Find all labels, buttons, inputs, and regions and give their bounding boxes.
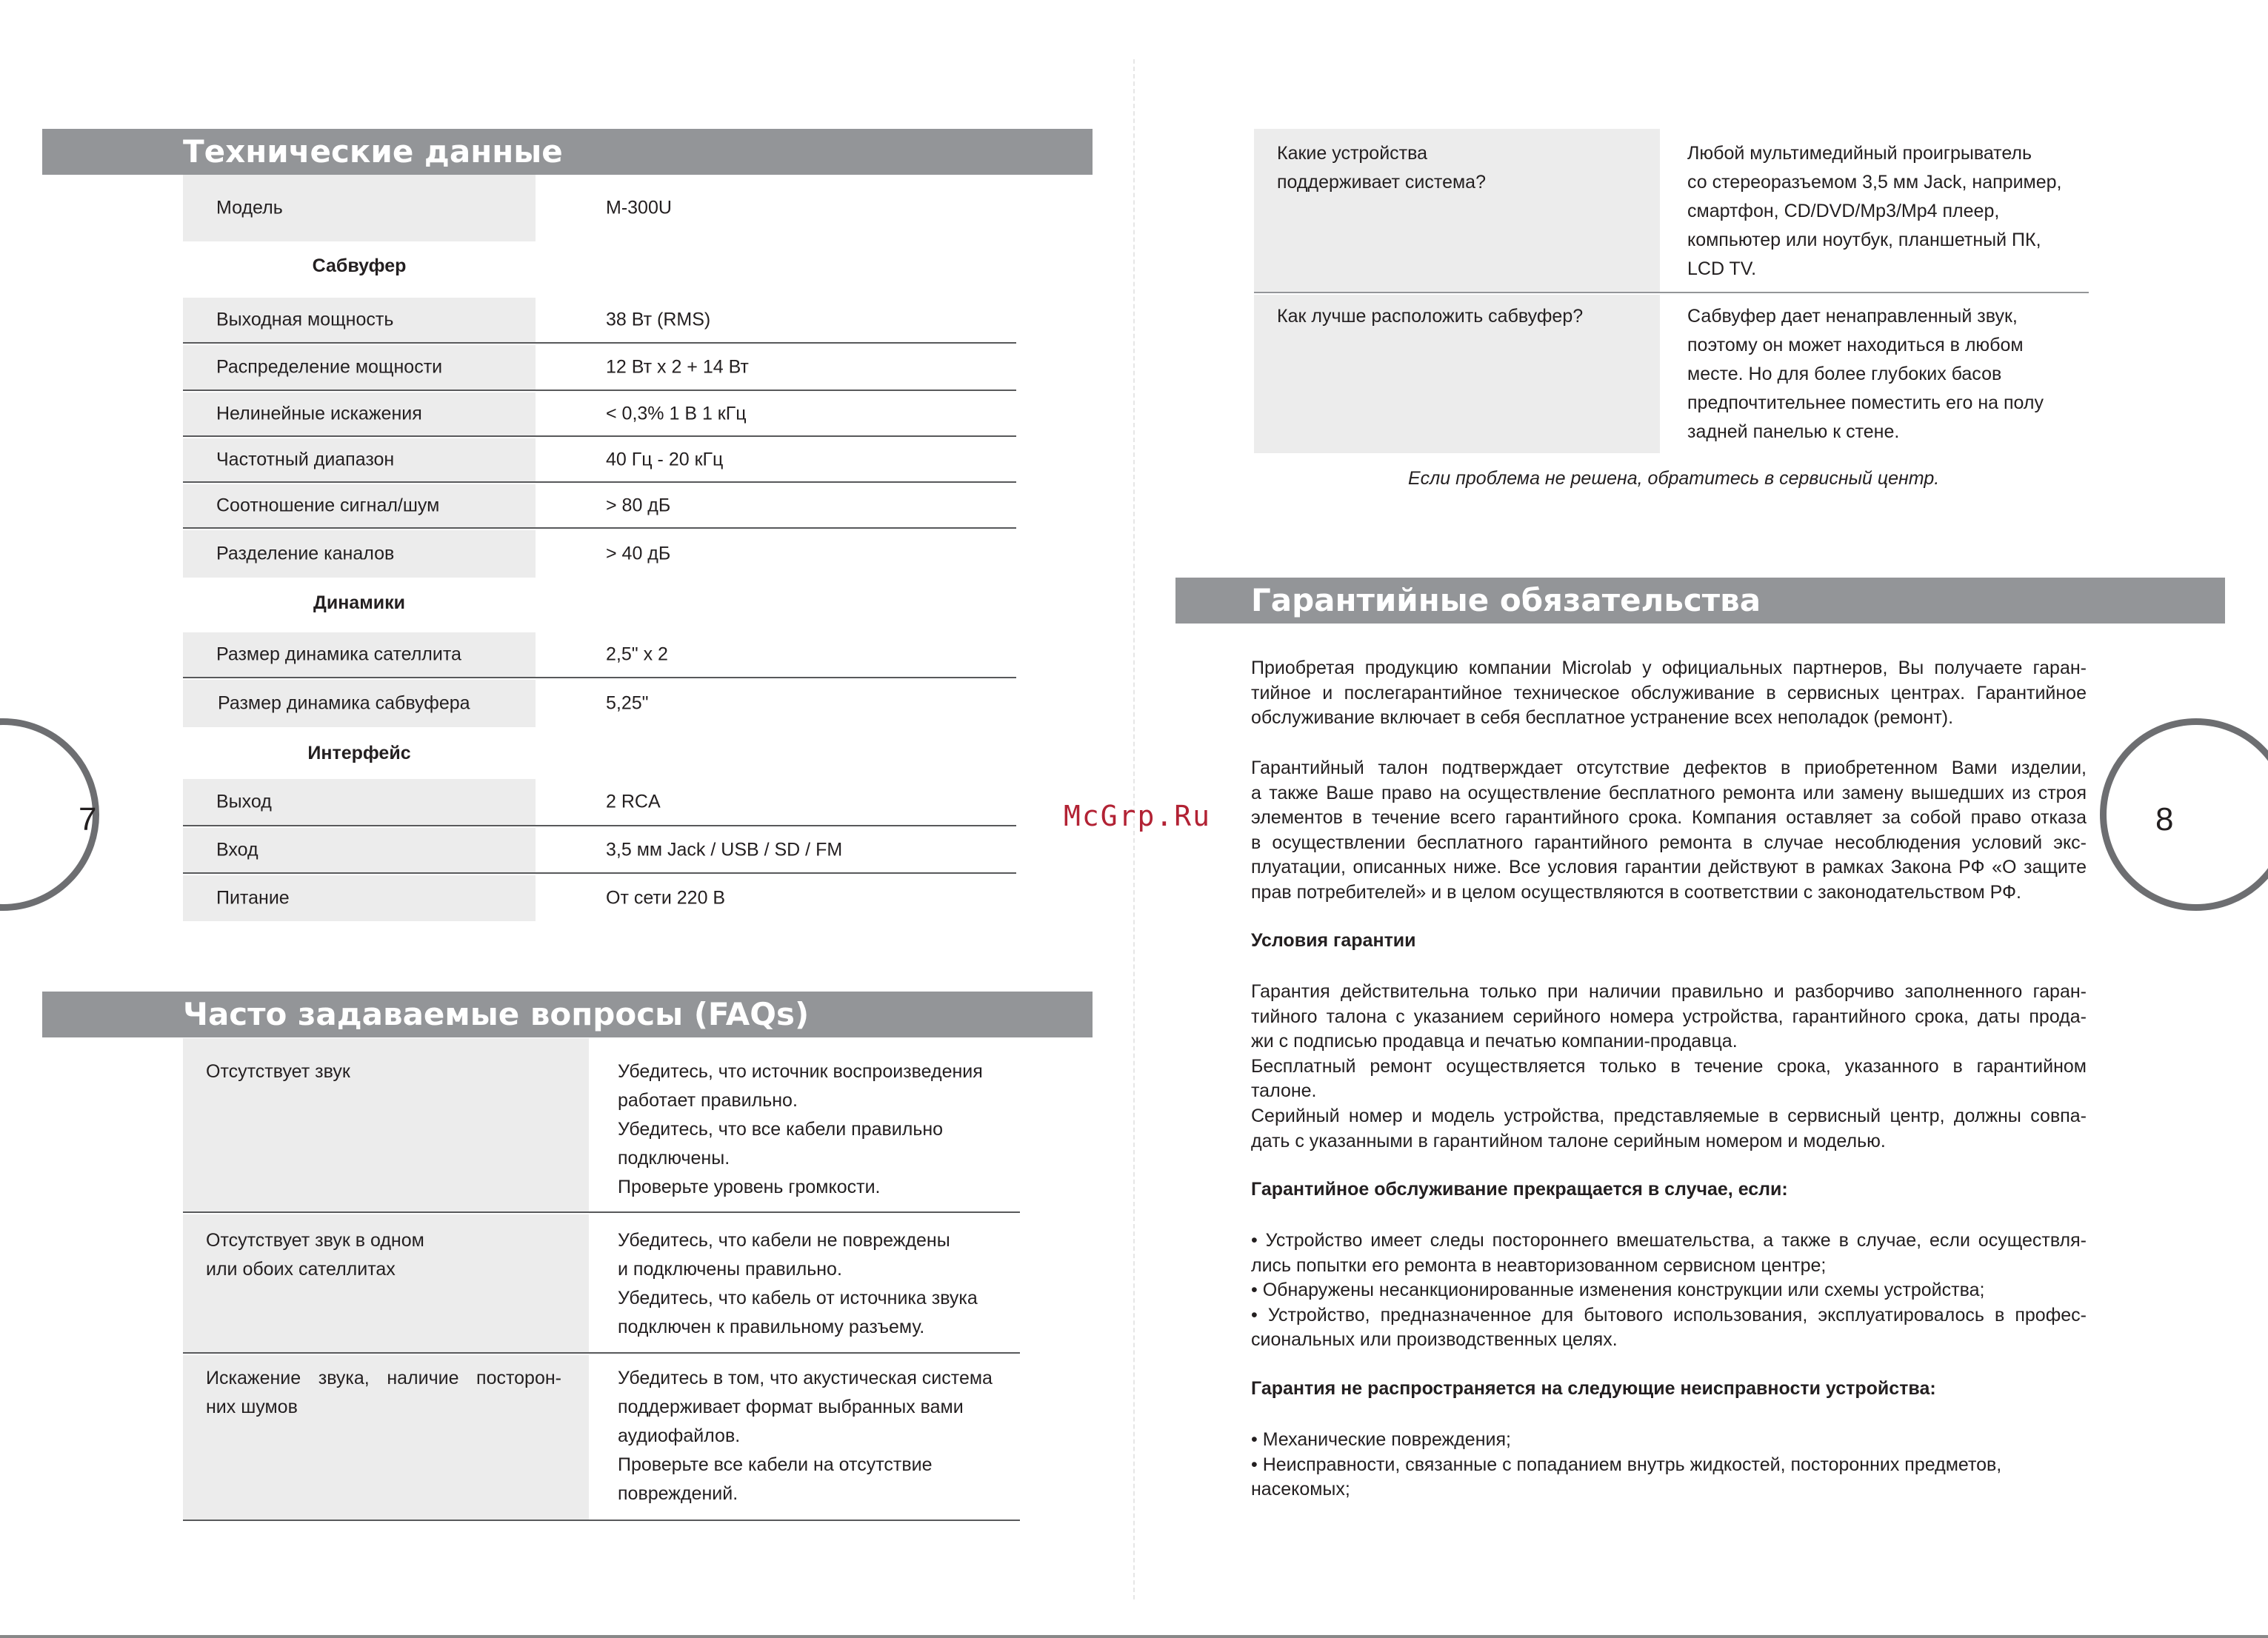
faq-row	[1254, 129, 2089, 293]
watermark: McGrp.Ru	[1064, 800, 1212, 832]
spec-label: Вход	[216, 839, 259, 860]
spec-label: Соотношение сигнал/шум	[216, 495, 440, 516]
spec-value: От сети 220 В	[606, 887, 726, 909]
faq-question: Отсутствует звук в одном или обоих сателлитах	[206, 1230, 424, 1280]
spec-label: Питание	[216, 887, 290, 909]
spec-value: < 0,3% 1 В 1 кГц	[606, 403, 747, 424]
spec-row	[183, 438, 1016, 483]
spec-row	[183, 484, 1016, 529]
specs-header	[42, 129, 1093, 175]
page-number: 7	[79, 801, 97, 838]
warranty-exclusions-title: Гарантия не распространяется на следующие неисправности устройства:	[1251, 1378, 1936, 1399]
warranty-conditions-title: Условия гарантии	[1251, 930, 1416, 951]
spec-row	[183, 632, 1016, 678]
spec-value: > 40 дБ	[606, 543, 671, 564]
warranty-intro: Приобретая продукцию компании Microlab у официальных партнеров, Вы получаете гаран- тийное и послегарантийное техническое обслуживание в сервисных центрах. Гарантийное обслуживание включает в себя бесплатное устранение всех неполадок (ремонт).	[1251, 658, 2087, 729]
spec-label: Выходная мощность	[216, 309, 394, 330]
spec-value: 2 RCA	[606, 791, 661, 812]
faq-question: Искажение звука, наличие посторон- них шумов	[206, 1368, 561, 1417]
faq-answer: Убедитесь в том, что акустическая система поддерживает формат выбранных вами аудиофайлов. Проверьте все кабели на отсутствие повреждений.	[618, 1368, 993, 1504]
spec-row	[183, 392, 1016, 437]
spec-value: 3,5 мм Jack / USB / SD / FM	[606, 839, 843, 860]
warranty-termination: • Устройство имеет следы постороннего вмешательства, а также в случае, если осуществля- лись попытки его ремонта в неавторизованном сервисном центре; • Обнаружены несанкционированные изменения конструкции или схемы устройства; • Устройство, предназначенное для бытового использования, эксплуатировалось в профес- сиональных или производственных целях.	[1251, 1230, 2087, 1351]
spec-row	[183, 530, 1016, 578]
faq-question: Отсутствует звук	[206, 1061, 350, 1082]
spec-row	[183, 828, 1016, 874]
spec-group-title: Интерфейс	[307, 743, 411, 763]
faq-title: Часто задаваемые вопросы (FAQs)	[183, 996, 810, 1032]
spec-label: Размер динамика сателлита	[216, 644, 461, 665]
service-center-note: Если проблема не решена, обратитесь в сервисный центр.	[1408, 468, 1940, 489]
faq-row	[183, 1214, 1020, 1354]
spec-row	[183, 298, 1016, 344]
specs-title: Технические данные	[183, 133, 563, 170]
spec-value: 12 Вт x 2 + 14 Вт	[606, 356, 749, 378]
spec-group-title: Сабвуфер	[312, 255, 407, 276]
page-number: 8	[2155, 801, 2174, 838]
faq-row	[183, 1355, 1020, 1521]
spec-value: 40 Гц - 20 кГц	[606, 449, 724, 470]
faq-row	[1254, 295, 2089, 453]
faq-row	[183, 1038, 1020, 1213]
spec-label: Размер динамика сабвуфера	[218, 692, 470, 714]
spec-value: 38 Вт (RMS)	[606, 309, 711, 330]
spec-value: > 80 дБ	[606, 495, 671, 516]
warranty-talon: Гарантийный талон подтверждает отсутствие дефектов в приобретенном Вами изделии, а также Ваше право на осуществление бесплатного ремонта или замену вышедших из строя элементов в течение всего гарантийного срока. Компания оставляет за собой право отказа в осуществлении бесплатного гарантийного ремонта в случае несоблюдения условий экс- плуатации, описанных ниже. Все условия гарантии действуют в рамках Закона РФ «О защите прав потребителей» и в целом осуществляются в соответствии с законодательством РФ.	[1251, 758, 2087, 903]
warranty-title: Гарантийные обязательства	[1251, 582, 1761, 618]
spec-row	[183, 779, 1016, 826]
spec-value: 2,5" x 2	[606, 644, 668, 665]
spec-group-title: Динамики	[313, 592, 405, 613]
spec-label: Разделение каналов	[216, 543, 395, 564]
spec-label: Нелинейные искажения	[216, 403, 422, 424]
spec-row-model	[183, 175, 1016, 241]
faq-answer: Убедитесь, что источник воспроизведения работает правильно. Убедитесь, что все кабели правильно подключены. Проверьте уровень громкости.	[618, 1061, 983, 1197]
warranty-conditions: Гарантия действительна только при наличии правильно и разборчиво заполненного гаран- тийного талона с указанием серийного номера устройства, гарантийного срока, даты прода- жи с подписью продавца и печатью компании-продавца. Бесплатный ремонт осуществляется только в течение срока, указанного в гарантийном талоне. Серийный номер и модель устройства, представляемые в сервисный центр, должны совпа- дать с указанными в гарантийном талоне серийным номером и моделью.	[1251, 981, 2087, 1151]
spec-label: Выход	[216, 791, 272, 812]
faq-answer: Сабвуфер дает ненаправленный звук, поэтому он может находиться в любом месте. Но для более глубоких басов предпочтительнее поместить его на полу задней панелью к стене.	[1687, 306, 2044, 442]
spec-label: Распределение мощности	[216, 356, 443, 378]
spec-value: M-300U	[606, 197, 672, 218]
page-number-circle	[2100, 718, 2268, 911]
spec-value: 5,25"	[606, 692, 649, 714]
spec-row	[183, 875, 1016, 921]
faq-header	[42, 992, 1093, 1037]
faq-question: Какие устройства поддерживает система?	[1277, 143, 1486, 193]
warranty-header	[1175, 578, 2225, 624]
spec-row	[183, 680, 1016, 727]
bottom-rule	[0, 1635, 2268, 1638]
spec-row	[183, 345, 1016, 391]
spec-label: Модель	[216, 197, 283, 218]
spec-label: Частотный диапазон	[216, 449, 395, 470]
warranty-exclusions: • Механические повреждения; • Неисправности, связанные с попаданием внутрь жидкостей, посторонних предметов, насекомых;	[1251, 1429, 2002, 1500]
faq-question: Как лучше расположить сабвуфер?	[1277, 306, 1584, 327]
faq-answer: Любой мультимедийный проигрыватель со стереоразъемом 3,5 мм Jack, например, смартфон, CD/DVD/Mp3/Mp4 плеер, компьютер или ноутбук, планшетный ПК, LCD TV.	[1687, 143, 2062, 279]
warranty-termination-title: Гарантийное обслуживание прекращается в случае, если:	[1251, 1179, 1788, 1200]
faq-answer: Убедитесь, что кабели не повреждены и подключены правильно. Убедитесь, что кабель от источника звука подключен к правильному разъему.	[618, 1230, 978, 1337]
